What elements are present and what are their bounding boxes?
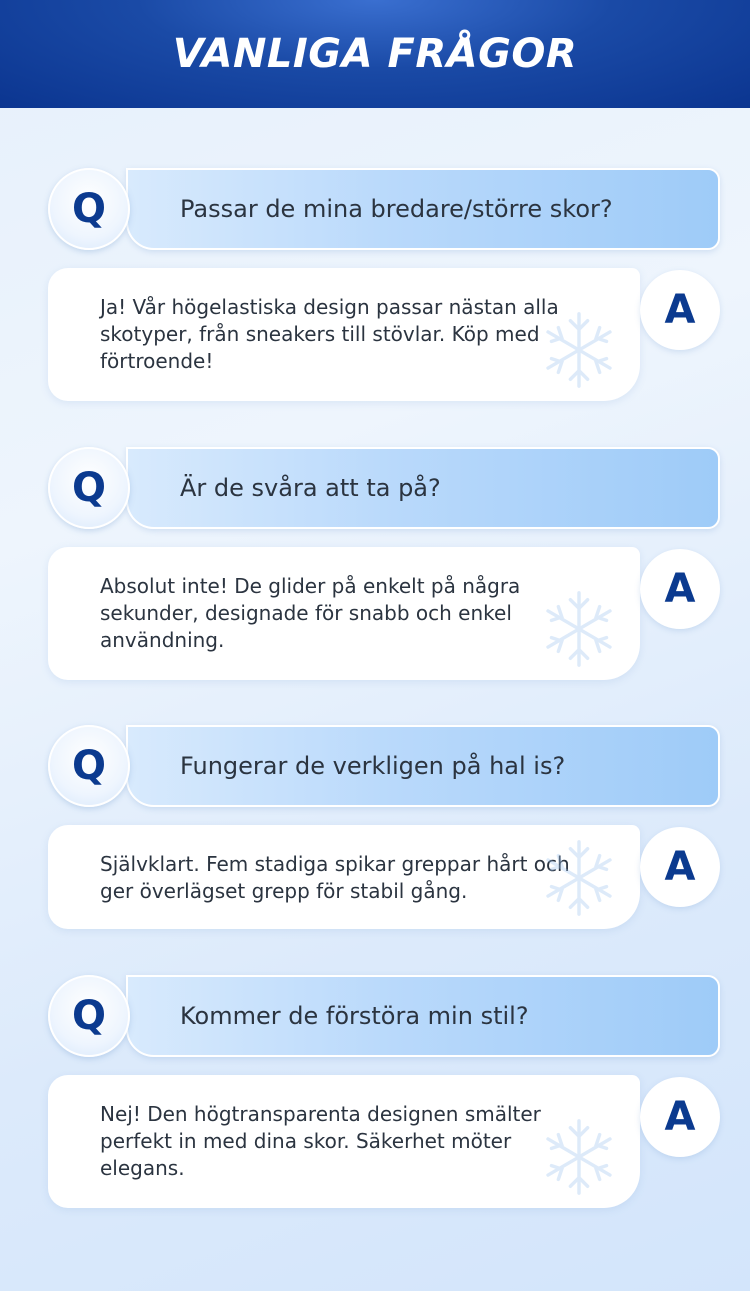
answer-card (48, 268, 640, 401)
answer-text: Nej! Den högtransparenta designen smälter perfekt in med dina skor. Säkerhet möter elegans. (100, 1102, 541, 1180)
header-banner (0, 0, 750, 108)
answer-letter: A (664, 1094, 696, 1140)
question-letter: Q (71, 743, 106, 789)
snowflake-icon (536, 586, 622, 672)
question-text: Är de svåra att ta på? (180, 474, 441, 502)
answer-text: Ja! Vår högelastiska design passar nästan alla skotyper, från sneakers till stövlar. Köp med förtroende! (100, 295, 559, 373)
question-badge (48, 447, 130, 529)
question-badge (48, 725, 130, 807)
answer-card (48, 1075, 640, 1208)
answer-badge (640, 549, 720, 629)
answer-text: Självklart. Fem stadiga spikar greppar hårt och ger överlägset grepp för stabil gång. (100, 852, 570, 903)
snowflake-icon (536, 1114, 622, 1200)
question-text: Fungerar de verkligen på hal is? (180, 752, 566, 780)
question-letter: Q (71, 993, 106, 1039)
answer-badge (640, 270, 720, 350)
question-letter: Q (71, 186, 106, 232)
answer-card (48, 547, 640, 680)
question-text: Passar de mina bredare/större skor? (180, 195, 613, 223)
answer-letter: A (664, 566, 696, 612)
question-letter: Q (71, 465, 106, 511)
answer-badge (640, 827, 720, 907)
answer-letter: A (664, 844, 696, 890)
question-badge (48, 975, 130, 1057)
answer-letter: A (664, 287, 696, 333)
answer-card (48, 825, 640, 929)
question-text: Kommer de förstöra min stil? (180, 1002, 529, 1030)
page-title: VANLIGA FRÅGOR (172, 31, 578, 77)
answer-text: Absolut inte! De glider på enkelt på några sekunder, designade för snabb och enkel användning. (100, 574, 521, 652)
answer-badge (640, 1077, 720, 1157)
snowflake-icon (536, 835, 622, 921)
question-badge (48, 168, 130, 250)
snowflake-icon (536, 307, 622, 393)
